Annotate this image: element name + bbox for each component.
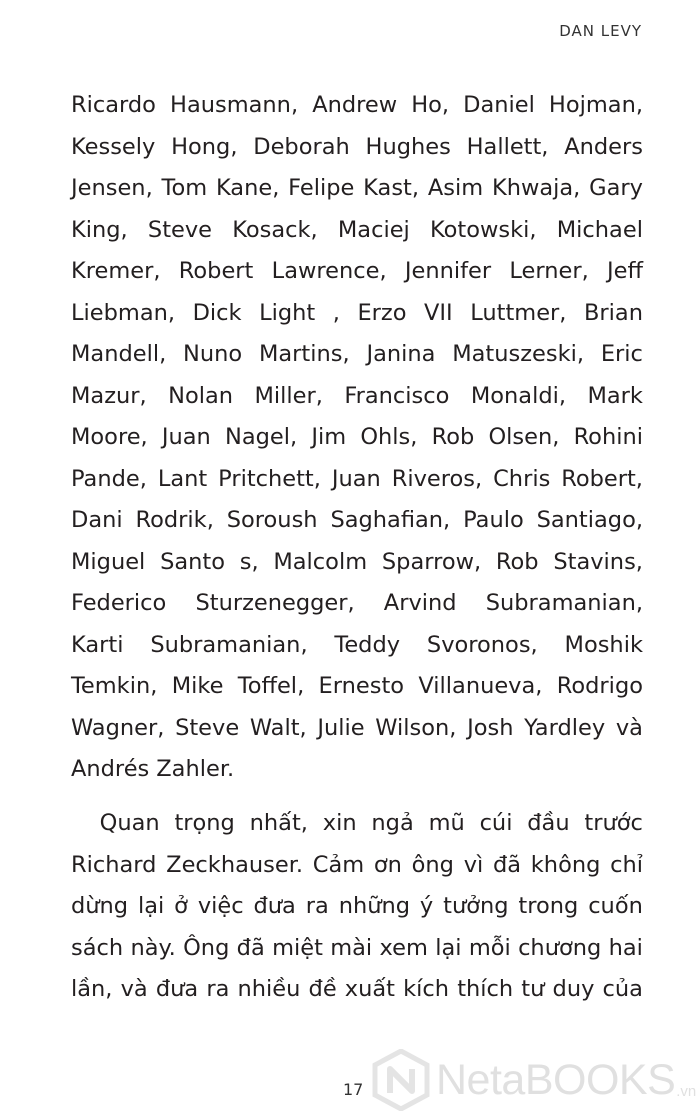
word: chương [518, 934, 602, 961]
word: Quan [71, 810, 160, 836]
word: Richard [71, 851, 157, 878]
text-line [71, 969, 643, 1011]
word: Mark [587, 382, 643, 409]
word: Luttmer, [470, 299, 567, 326]
word: Sturzenegger, [195, 590, 355, 616]
word: Villanueva, [418, 673, 543, 699]
word: Steve [175, 714, 240, 741]
text-line [71, 666, 643, 708]
word: Rob [495, 548, 539, 575]
word: Olsen, [488, 424, 560, 450]
word: Rodrik, [135, 507, 214, 533]
word: ngả [371, 810, 414, 836]
word: Rodrigo [556, 673, 643, 699]
watermark-suffix: .vn [676, 1083, 697, 1100]
word: Ricardo [71, 92, 156, 118]
word: Robert, [561, 465, 643, 492]
word: Walt, [249, 714, 307, 741]
text-line [71, 459, 643, 501]
word: Cảm [312, 851, 365, 878]
word: xin [322, 810, 357, 836]
text-line [71, 845, 643, 887]
word: Mazur, [71, 382, 147, 409]
word: Anders [564, 133, 643, 160]
text-line [71, 749, 643, 791]
word: Brian [583, 299, 643, 326]
word: xem [379, 934, 428, 961]
word: tưởng [443, 893, 509, 919]
word: nhất, [249, 810, 308, 836]
word: Gary [589, 175, 643, 201]
word: Kremer, [71, 258, 161, 284]
watermark-logo [372, 1048, 697, 1112]
word: Mandell, [71, 341, 167, 367]
word: Andrés [71, 756, 150, 782]
word: Miguel [71, 548, 146, 575]
text-line [71, 85, 643, 127]
word: việc [197, 893, 244, 919]
word: Pande, [71, 465, 147, 492]
text-line [71, 127, 643, 169]
word: Chris [493, 465, 551, 492]
word: Yardley [524, 714, 606, 741]
word: Moore, [71, 424, 148, 450]
text-line [71, 928, 643, 970]
word: đưa [253, 893, 296, 919]
word: Ernesto [318, 673, 405, 699]
word: Soroush [226, 507, 318, 533]
word: Deborah [253, 133, 350, 160]
word: nhiều [237, 976, 301, 1002]
word: Lant [157, 465, 208, 492]
word: Mike [171, 673, 224, 699]
word: không [530, 851, 601, 878]
word: Michael [556, 216, 643, 243]
word: kích [403, 976, 450, 1002]
word: ơn [373, 851, 402, 878]
word: ý [419, 893, 434, 919]
text-line [71, 500, 643, 542]
word: Eric [600, 341, 643, 367]
paragraph-zeckhauser [71, 803, 643, 1011]
word: Jeff [607, 258, 643, 284]
word: Juan [161, 424, 211, 450]
word: Moshik [564, 631, 643, 658]
page-number: 17 [343, 1080, 364, 1099]
word: đầu [527, 810, 570, 836]
word: miệt [272, 934, 323, 961]
word: ở [174, 893, 188, 919]
word: Svoronos, [426, 631, 538, 658]
text-line [71, 210, 643, 252]
word: Malcolm [273, 548, 368, 575]
word: Asim [427, 175, 484, 201]
word: Toffel, [237, 673, 305, 699]
word: Jim [311, 424, 347, 450]
text-line [71, 542, 643, 584]
word: Juan [331, 465, 381, 492]
word: ra [206, 976, 230, 1002]
word: Francisco [344, 382, 450, 409]
word: Hallett, [466, 133, 549, 160]
word: Miller, [254, 382, 323, 409]
word: Nolan [168, 382, 234, 409]
word: Jennifer [404, 258, 492, 284]
word: vì [463, 851, 484, 878]
word: duy [552, 976, 595, 1002]
word: King, [71, 216, 128, 243]
word: Rohini [573, 424, 643, 450]
text-line [71, 251, 643, 293]
word: ra [305, 893, 329, 919]
word: Lerner, [509, 258, 589, 284]
word: trước [584, 810, 643, 836]
word: Arvind [383, 590, 457, 616]
word: VII [424, 299, 453, 326]
word: Josh [467, 714, 514, 741]
word: Erzo [357, 299, 407, 326]
word: đề [308, 976, 337, 1002]
word: Janina [366, 341, 436, 367]
word: ông [411, 851, 454, 878]
word: Liebman, [71, 299, 176, 326]
word: Martins, [258, 341, 350, 367]
word: Kast, [363, 175, 420, 201]
running-head: DAN LEVY [559, 22, 642, 40]
word: Hojman, [548, 92, 643, 118]
text-line [71, 625, 643, 667]
word: Paulo [463, 507, 524, 533]
text-line [71, 376, 643, 418]
text-line [71, 168, 643, 210]
word: Nagel, [225, 424, 298, 450]
word: cuốn [588, 893, 643, 919]
word: Teddy [334, 631, 401, 658]
word: Subramanian, [485, 590, 643, 616]
word: Tom [161, 175, 208, 201]
word: mũ [428, 810, 465, 836]
word: Stavins, [553, 548, 643, 575]
word: Felipe [288, 175, 355, 201]
word: Wilson, [375, 714, 457, 741]
word: và [615, 714, 643, 741]
word: Hughes [365, 133, 451, 160]
word: tư [521, 976, 545, 1002]
word: lại [137, 893, 165, 919]
word: Dani [71, 507, 123, 533]
word: Santiago, [536, 507, 643, 533]
word: Kosack, [232, 216, 318, 243]
word: Khwaja, [491, 175, 581, 201]
text-line [71, 293, 643, 335]
word: Nuno [183, 341, 243, 367]
word: Andrew [312, 92, 398, 118]
word: Ông [183, 934, 230, 961]
word: chỉ [610, 851, 643, 878]
word: Pritchett, [218, 465, 321, 492]
word: Rob [431, 424, 475, 450]
word: của [602, 976, 643, 1002]
word: sách [71, 934, 124, 961]
word: mài [330, 934, 373, 961]
text-line [71, 708, 643, 750]
word: Hong, [171, 133, 238, 160]
word: Julie [317, 714, 365, 741]
word: trong [518, 893, 579, 919]
word: Zahler. [156, 756, 235, 782]
word: Dick [192, 299, 242, 326]
word: Matuszeski, [452, 341, 585, 367]
word: Lawrence, [271, 258, 387, 284]
word: Federico [71, 590, 167, 616]
word: Subramanian, [150, 631, 308, 658]
word: Saghafian, [330, 507, 451, 533]
word: và [120, 976, 148, 1002]
word: đưa [155, 976, 199, 1002]
word: cúi [479, 810, 513, 836]
text-line [71, 417, 643, 459]
word: lại [435, 934, 462, 961]
word: Hausmann, [170, 92, 299, 118]
word: Jensen, [71, 175, 153, 201]
word: Kotowski, [430, 216, 537, 243]
word: mỗi [468, 934, 511, 961]
word: Robert [178, 258, 254, 284]
text-line [71, 803, 643, 845]
word: hai [608, 934, 643, 961]
word: Temkin, [71, 673, 158, 699]
watermark-text: NetaBOOKS [436, 1055, 676, 1104]
word: s, [239, 548, 259, 575]
word: Maciej [337, 216, 410, 243]
word: Daniel [463, 92, 535, 118]
word: này. [130, 934, 176, 961]
word: Kessely [71, 133, 156, 160]
word: Monaldi, [470, 382, 567, 409]
word: Wagner, [71, 714, 165, 741]
word: lần, [71, 976, 113, 1002]
word: Karti [71, 631, 124, 658]
word: thích [457, 976, 514, 1002]
word: Zeckhauser. [166, 851, 304, 878]
word: Light [259, 299, 316, 326]
paragraph-acknowledgements [71, 85, 643, 791]
netabooks-logo-icon [372, 1049, 430, 1111]
text-line [71, 886, 643, 928]
word: Steve [147, 216, 213, 243]
word: Sparrow, [381, 548, 482, 575]
word: trọng [174, 810, 235, 836]
text-line [71, 334, 643, 376]
word: Riveros, [391, 465, 483, 492]
word: Ohls, [360, 424, 418, 450]
word: đã [492, 851, 522, 878]
word: Santo [160, 548, 225, 575]
text-line [71, 583, 643, 625]
word: những [338, 893, 411, 919]
word: dừng [71, 893, 129, 919]
word: , [332, 299, 340, 326]
word: Ho, [411, 92, 450, 118]
word: xuất [344, 976, 395, 1002]
word: đã [236, 934, 265, 961]
word: Kane, [215, 175, 280, 201]
